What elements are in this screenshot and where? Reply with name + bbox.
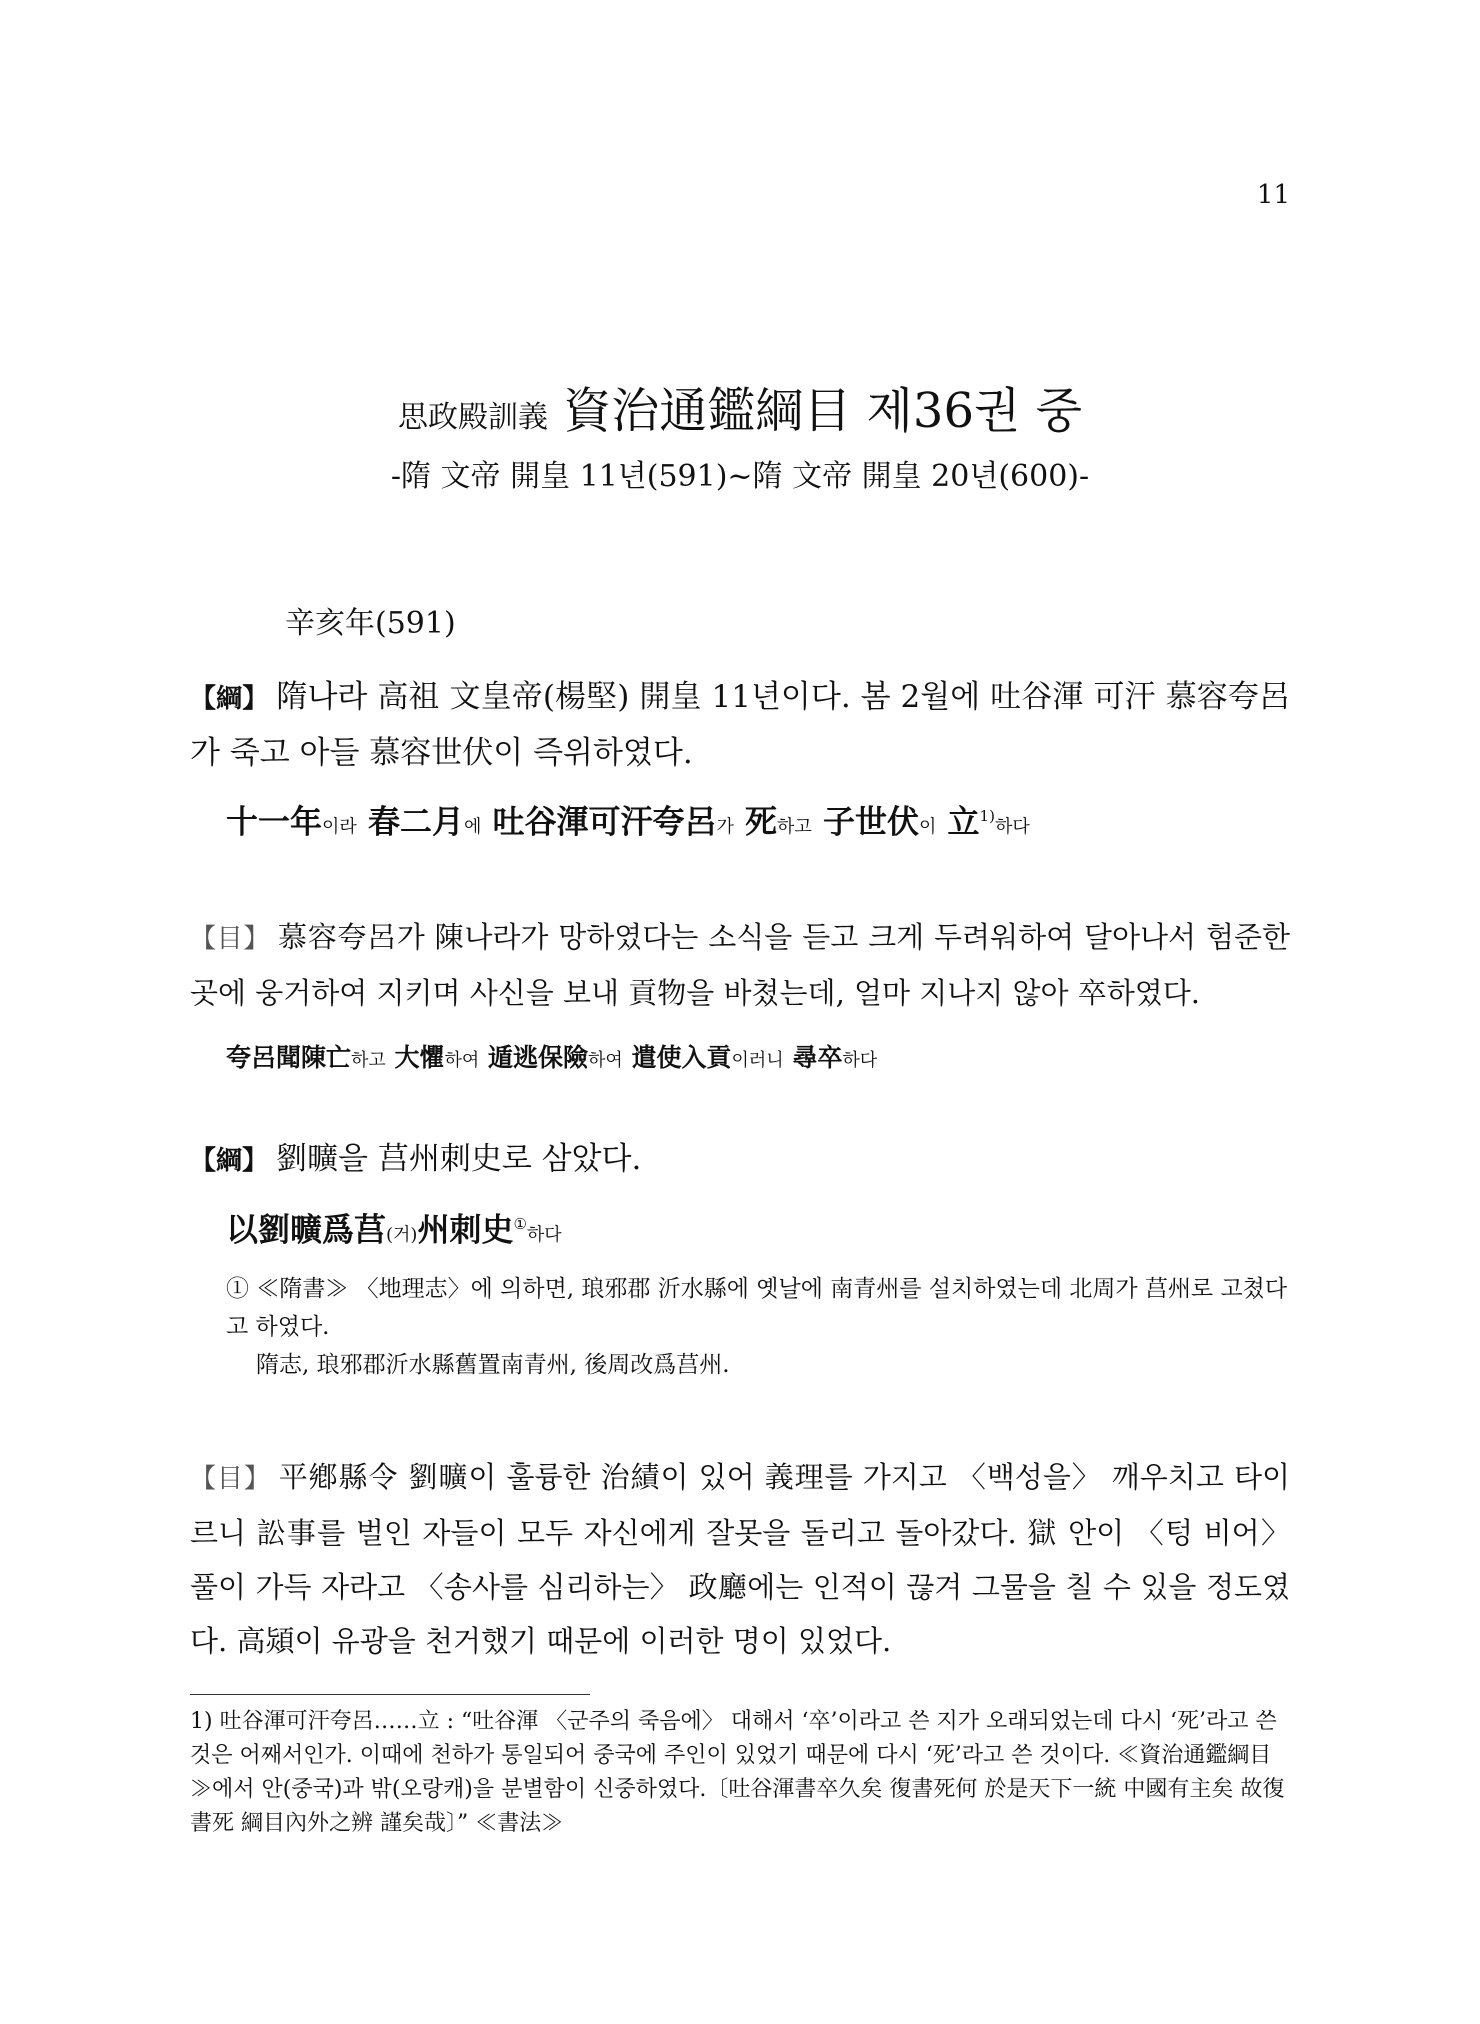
gang-section-2 bbox=[190, 1132, 1290, 1260]
note-marker: ① bbox=[226, 1276, 249, 1302]
hanmun-segment: 春二月 bbox=[356, 802, 464, 841]
hanmun-segment: 尋卒 bbox=[783, 1043, 843, 1072]
mok-text: 平鄕縣令 劉曠이 훌륭한 治績이 있어 義理를 가지고 〈백성을〉 깨우치고 타이르니 訟事를 벌인 자들이 모두 자신에게 잘못을 돌리고 돌아갔다. 獄 안이 〈텅 비어〉 풀이 가득 자라고 〈송사를 심리하는〉 政廳에는 인적이 끊겨 그물을 칠 수 있을 정도였다. 高熲이 유광을 천거했기 때문에 이러한 명이 있었다. bbox=[190, 1460, 1290, 1658]
hanmun-particle: 하고 bbox=[351, 1050, 386, 1071]
gang-paragraph bbox=[190, 1132, 1290, 1188]
note-line bbox=[226, 1270, 1290, 1346]
hanmun-segment: 吐谷渾可汗夸呂 bbox=[481, 802, 717, 841]
hanmun-particle: 이 bbox=[918, 816, 937, 838]
hanmun-particle: 하다 bbox=[526, 1224, 562, 1246]
footnote-text: “吐谷渾 〈군주의 죽음에〉 대해서 ‘卒’이라고 쓴 지가 오래되었는데 다시 ‘死’라고 쓴 것은 어째서인가. 이때에 천하가 통일되어 중국에 주인이 있었기 때문에 다시 ‘死’라고 쓴 것이다. ≪資治通鑑綱目≫에서 안(중국)과 밖(오랑캐)을 분별함이 신중하였다.〔吐谷渾書卒久矣 復書死何 於是天下一統 中國有主矣 故復書死 綱目內外之辨 謹矣哉〕” ≪書法≫ bbox=[190, 1709, 1285, 1836]
hanmun-segment: 十一年 bbox=[226, 802, 323, 841]
footnote-reference[interactable]: 1) bbox=[979, 807, 995, 825]
page-number: 11 bbox=[1256, 180, 1290, 210]
gang-label: 【綱】 bbox=[190, 1146, 269, 1176]
hanmun-particle: 이라 bbox=[322, 816, 357, 838]
mok-paragraph bbox=[190, 1450, 1290, 1668]
mok-text: 慕容夸呂가 陳나라가 망하였다는 소식을 듣고 크게 두려워하여 달아나서 험준한 곳에 웅거하여 지키며 사신을 보내 貢物을 바쳤는데, 얼마 지나지 않아 卒하였다. bbox=[190, 920, 1290, 1010]
gang-paragraph bbox=[190, 670, 1290, 780]
hanmun-particle: 에 bbox=[463, 816, 482, 838]
hanmun-segment: 遁逃保險 bbox=[479, 1043, 589, 1072]
page-title bbox=[190, 380, 1290, 449]
hanmun-segment: 以劉曠爲莒 bbox=[226, 1210, 387, 1249]
title-subtitle: -隋 文帝 開皇 11년(591)~隋 文帝 開皇 20년(600)- bbox=[390, 459, 1090, 494]
title-block bbox=[190, 380, 1290, 499]
gang-label: 【綱】 bbox=[190, 684, 269, 714]
hanmun-particle: 가 bbox=[716, 816, 734, 838]
footnote-head: 吐谷渾可汗夸呂……立 : bbox=[219, 1709, 454, 1734]
hanmun-reading: (거) bbox=[386, 1224, 418, 1246]
hanmun-segment: 立 bbox=[936, 802, 980, 841]
hanmun-particle: 이러니 bbox=[731, 1050, 784, 1071]
gang-section-1 bbox=[190, 670, 1290, 852]
hanmun-original bbox=[190, 1200, 1290, 1260]
hanmun-original bbox=[190, 792, 1290, 852]
footnote-marker: 1) bbox=[190, 1709, 213, 1734]
mok-section-1 bbox=[190, 910, 1290, 1085]
hanmun-particle: 하여 bbox=[588, 1050, 623, 1071]
mok-label: 【目】 bbox=[190, 1464, 271, 1494]
year-heading: 辛亥年(591) bbox=[285, 606, 456, 641]
title-prefix: 思政殿訓義 bbox=[398, 400, 549, 435]
note-reference[interactable]: ① bbox=[513, 1215, 527, 1233]
footnote-divider bbox=[190, 1694, 590, 1695]
hanmun-particle: 하여 bbox=[444, 1050, 480, 1071]
hanmun-segment: 子世伏 bbox=[811, 802, 919, 841]
footnote bbox=[190, 1705, 1290, 1841]
mok-section-2 bbox=[190, 1450, 1290, 1668]
hanmun-original bbox=[190, 1034, 1290, 1085]
gang-text: 劉曠을 莒州刺史로 삼았다. bbox=[276, 1141, 642, 1177]
hanmun-segment: 大懼 bbox=[385, 1043, 445, 1072]
hanmun-segment: 死 bbox=[733, 802, 778, 841]
hanmun-segment: 夸呂聞陳亡 bbox=[226, 1043, 352, 1072]
title-main-text: 資治通鑑綱目 제36권 중 bbox=[563, 383, 1082, 439]
editorial-note bbox=[226, 1270, 1290, 1384]
hanmun-particle: 하고 bbox=[777, 816, 812, 838]
hanmun-particle: 하다 bbox=[842, 1050, 878, 1071]
note-source: 隋志, 琅邪郡沂水縣舊置南青州, 後周改爲莒州. bbox=[256, 1352, 730, 1378]
mok-paragraph bbox=[190, 910, 1290, 1020]
hanmun-particle: 하다 bbox=[994, 816, 1030, 838]
hanmun-segment: 州刺史 bbox=[417, 1210, 514, 1249]
note-text: ≪隋書≫ 〈地理志〉에 의하면, 琅邪郡 沂水縣에 옛날에 南青州를 설치하였는데 北周가 莒州로 고쳤다고 하였다. bbox=[226, 1276, 1288, 1340]
mok-label: 【目】 bbox=[190, 924, 271, 954]
gang-text: 隋나라 高祖 文皇帝(楊堅) 開皇 11년이다. 봄 2월에 吐谷渾 可汗 慕容夸呂가 죽고 아들 慕容世伏이 즉위하였다. bbox=[190, 679, 1290, 771]
hanmun-segment: 遣使入貢 bbox=[622, 1043, 732, 1072]
